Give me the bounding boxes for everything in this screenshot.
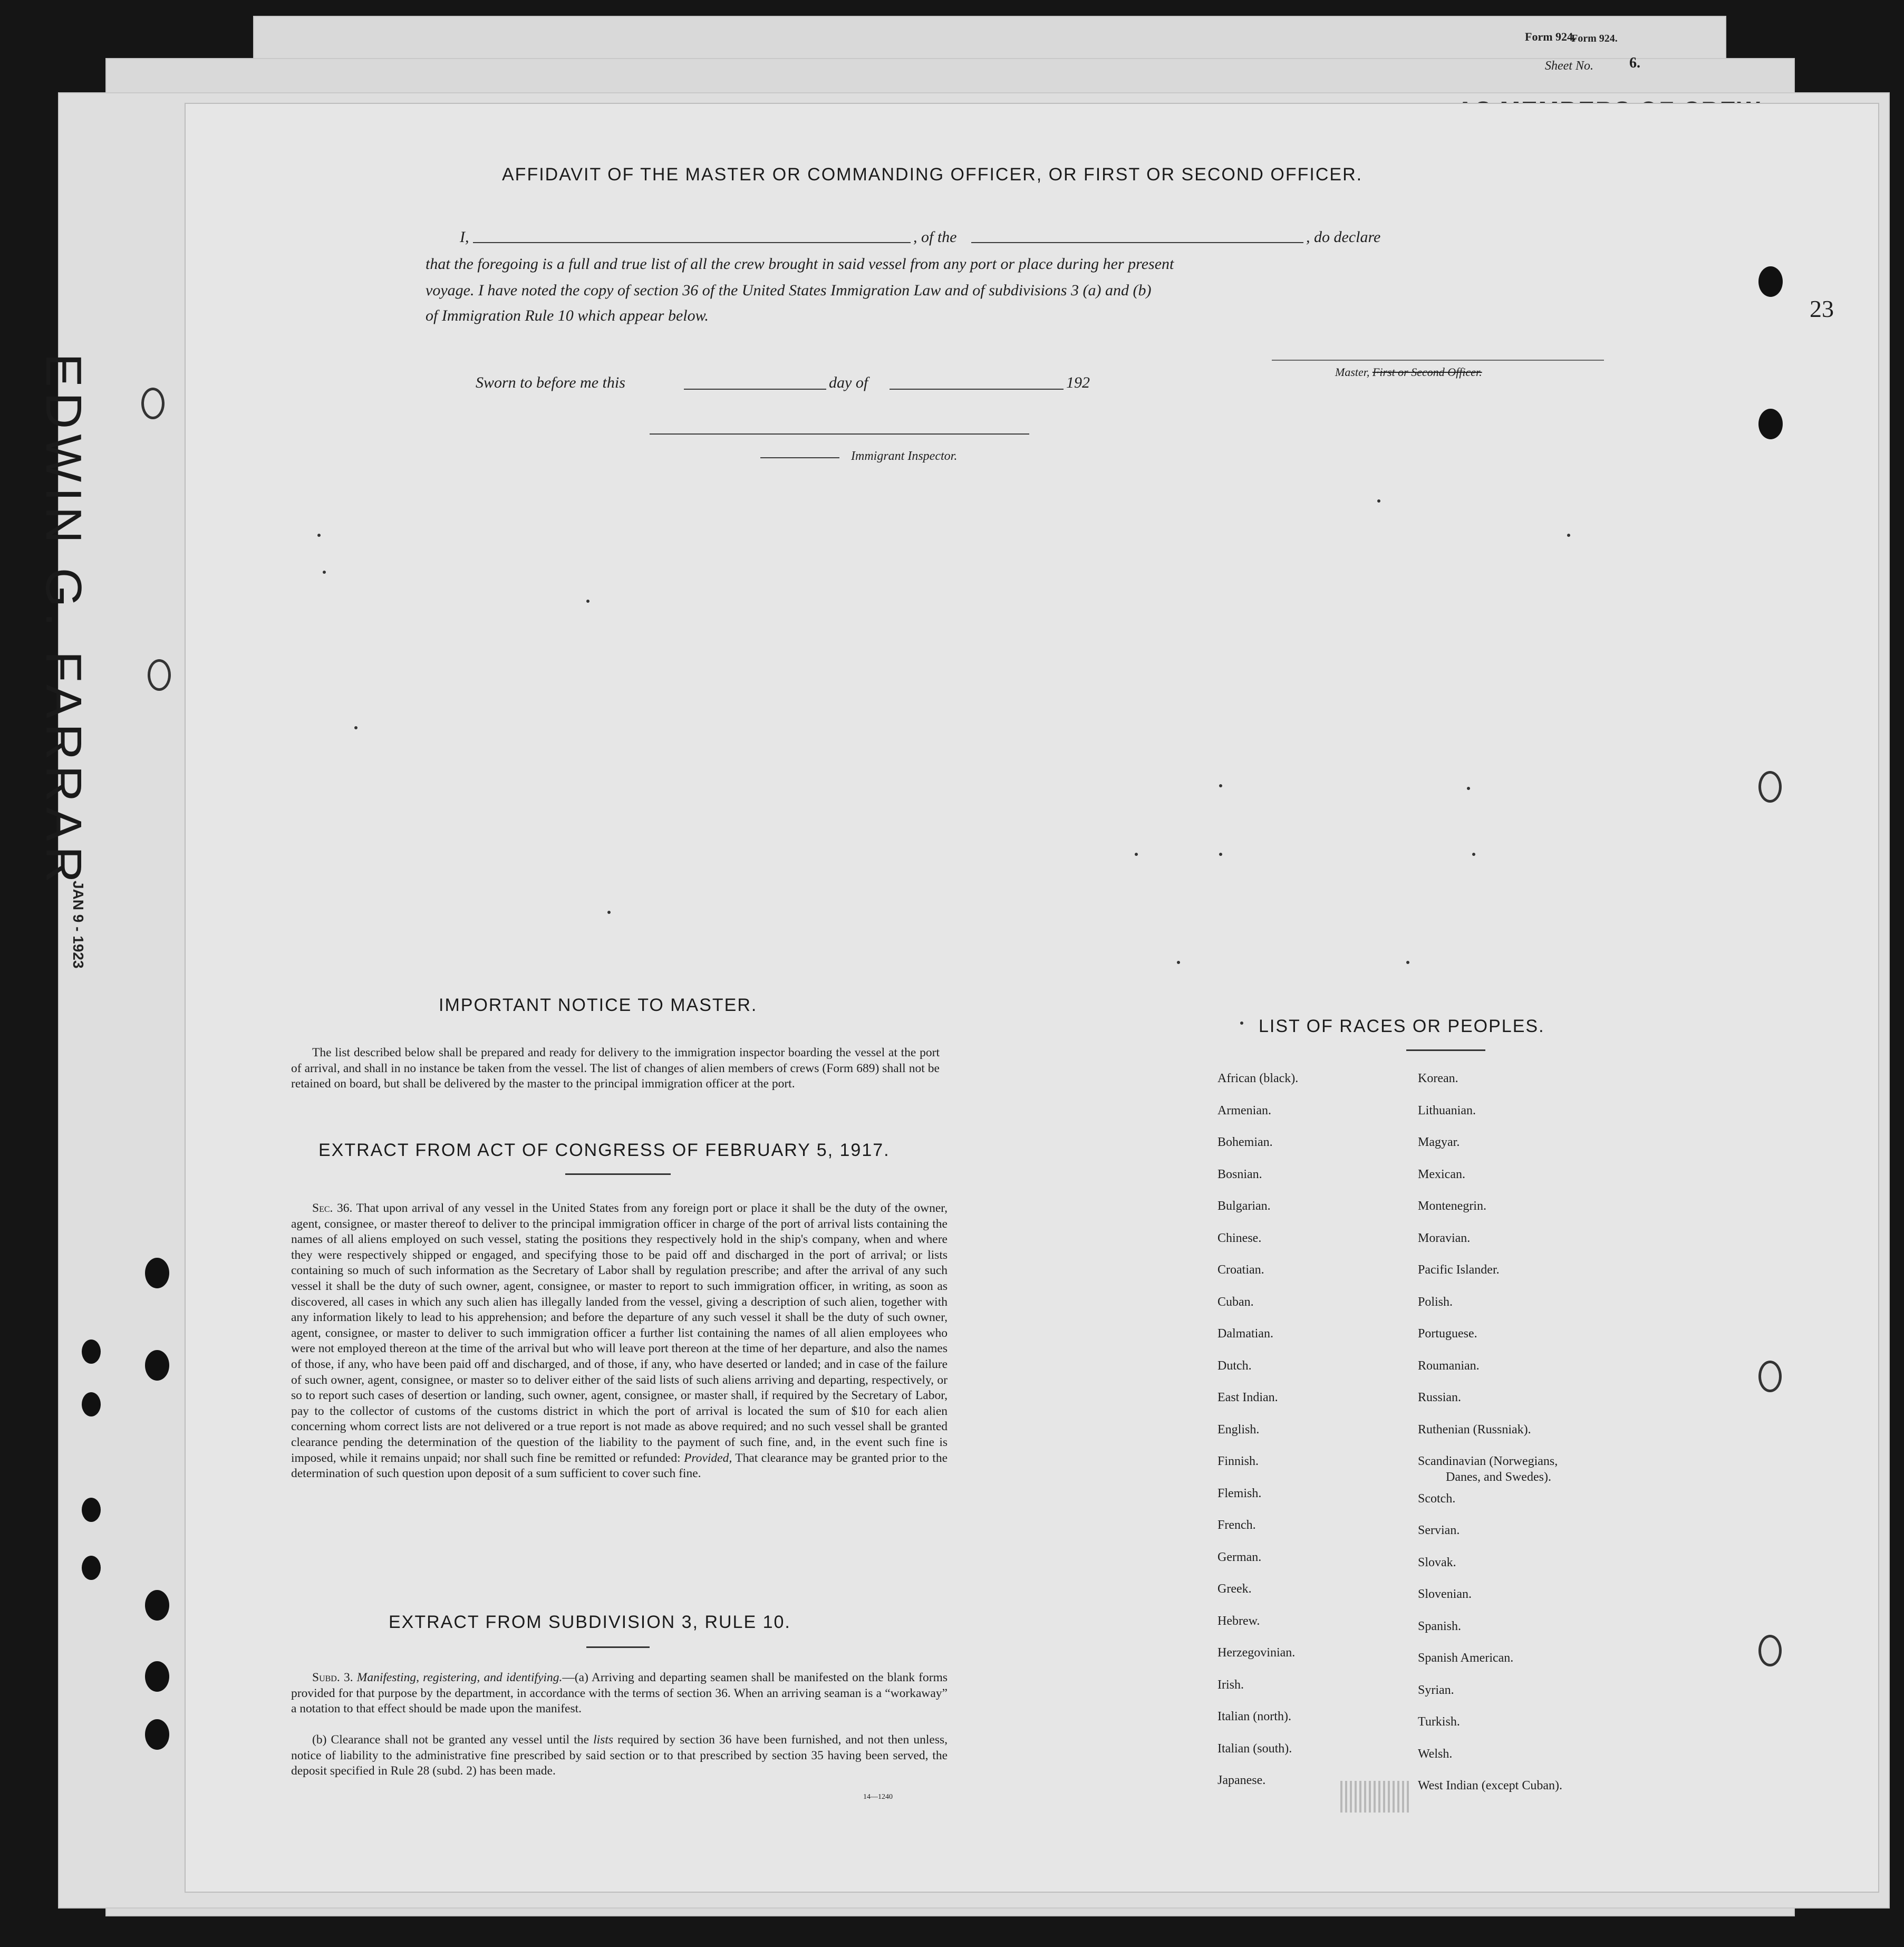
name-blank (473, 242, 911, 243)
inspector-short-rule (760, 457, 839, 458)
act-provided-text: That clearance may be granted prior to the determination of such question upon deposit of a sum sufficient to cover such fine. (291, 1451, 948, 1481)
race-item-right: Scandinavian (Norwegians, (1418, 1454, 1558, 1468)
act-title-rule (565, 1173, 671, 1175)
race-item-left: East Indian. (1217, 1391, 1278, 1404)
race-item-left: Hebrew. (1217, 1614, 1260, 1628)
notice-title: IMPORTANT NOTICE TO MASTER. (439, 995, 758, 1015)
race-item-left: Croatian. (1217, 1263, 1264, 1277)
vessel-blank (971, 242, 1303, 243)
sworn-month-blank (890, 389, 1064, 390)
race-item-right: Moravian. (1418, 1231, 1471, 1245)
rule-subd-label: Subd. 3. (312, 1671, 353, 1684)
race-item-right: Roumanian. (1418, 1358, 1480, 1373)
bleed-dot (607, 911, 611, 914)
race-item-right: Scotch. (1418, 1491, 1456, 1506)
race-item-right: Montenegrin. (1418, 1199, 1486, 1213)
race-item-right: Welsh. (1418, 1747, 1453, 1761)
bleed-dot (1135, 853, 1138, 856)
affidavit-page (185, 103, 1879, 1893)
affidavit-i-label: I, (460, 228, 469, 246)
punch-hole (145, 1719, 169, 1750)
race-item-left: French. (1217, 1518, 1256, 1532)
race-item-left: Bosnian. (1217, 1167, 1262, 1181)
print-code: 14—1240 (863, 1793, 893, 1801)
bleed-dot (1467, 787, 1470, 790)
race-item-left: African (black). (1217, 1072, 1299, 1085)
of-the-label: , of the (913, 228, 957, 246)
bleed-dot (1567, 534, 1570, 537)
inspector-label: Immigrant Inspector. (851, 449, 958, 463)
race-item-left: Greek. (1217, 1582, 1252, 1596)
side-name-text: EDWIN G. FARRAR (35, 353, 92, 889)
affidavit-line-2: that the foregoing is a full and true list of all the crew brought in said vessel from any port or place during her present (426, 255, 1174, 273)
race-item-right: Spanish. (1418, 1619, 1462, 1633)
race-item-left: English. (1217, 1422, 1260, 1437)
race-item-left: Cuban. (1217, 1295, 1254, 1309)
punch-hole (145, 1590, 169, 1621)
sheet-number-value: 6. (1629, 55, 1640, 71)
race-item-right: Syrian. (1418, 1683, 1454, 1697)
race-item-right: Servian. (1418, 1524, 1460, 1537)
bleed-dot (317, 534, 321, 537)
bleed-dot (586, 600, 589, 603)
corner-number: 23 (1810, 295, 1834, 322)
rule-extract-title: EXTRACT FROM SUBDIVISION 3, RULE 10. (389, 1612, 791, 1632)
punch-hole (82, 1556, 101, 1580)
master-label: Master, First or Second Officer. (1335, 365, 1482, 379)
affidavit-line-3: voyage. I have noted the copy of section 36 of the United States Immigration Law and of subdivisions 3 (a) and (b) (426, 282, 1152, 299)
bleed-dot (1472, 853, 1475, 856)
act-section-label: Sec. 36. (312, 1201, 353, 1215)
race-item-left: Flemish. (1217, 1486, 1262, 1500)
race-item-right: Spanish American. (1418, 1651, 1514, 1665)
race-item-right: Mexican. (1418, 1167, 1465, 1181)
inspector-signature-blank (650, 433, 1029, 435)
punch-hole (82, 1498, 101, 1522)
form-number: Form 924. (1525, 30, 1576, 43)
bleed-dot (1219, 784, 1222, 787)
act-provided-label: Provided, (684, 1451, 732, 1465)
race-item-left: Dutch. (1217, 1358, 1252, 1373)
race-item-right: Ruthenian (Russniak). (1418, 1422, 1531, 1437)
race-item-right: Turkish. (1418, 1715, 1460, 1729)
sworn-label: Sworn to before me this (476, 374, 625, 391)
race-item-left: Japanese. (1217, 1773, 1266, 1787)
punch-hole (82, 1339, 101, 1364)
race-item-left: Bulgarian. (1217, 1199, 1271, 1213)
bleed-dot (323, 571, 326, 574)
sheet-number-label: Sheet No. (1545, 59, 1593, 73)
affidavit-title: AFFIDAVIT OF THE MASTER OR COMMANDING OFFICER, OR FIRST OR SECOND OFFICER. (502, 165, 1363, 185)
race-item-left: Italian (south). (1217, 1741, 1292, 1756)
race-item-left: Dalmatian. (1217, 1327, 1273, 1341)
race-item-left: German. (1217, 1550, 1262, 1564)
declare-label: , do declare (1306, 228, 1381, 246)
race-item-right: Korean. (1418, 1072, 1458, 1085)
punch-hole (145, 1350, 169, 1381)
race-item-right: Slovenian. (1418, 1587, 1472, 1601)
act-extract-title: EXTRACT FROM ACT OF CONGRESS OF FEBRUARY 5, 1917. (318, 1140, 890, 1160)
race-item-left: Bohemian. (1217, 1135, 1273, 1149)
race-item-right: Polish. (1418, 1295, 1453, 1309)
year-prefix: 192 (1066, 374, 1090, 391)
race-item-left: Chinese. (1217, 1231, 1262, 1245)
punch-hole (148, 659, 171, 691)
race-item-right: Portuguese. (1418, 1327, 1477, 1341)
bleed-dot (1240, 1021, 1243, 1025)
punch-hole (1758, 1361, 1782, 1392)
race-item-right: Russian. (1418, 1391, 1462, 1404)
race-item-left: Armenian. (1217, 1103, 1271, 1117)
punch-hole (141, 388, 165, 419)
bleed-dot (354, 726, 357, 729)
struck-officer-label: First or Second Officer. (1372, 365, 1482, 379)
notice-text: The list described below shall be prepared and ready for delivery to the immigration inspector boarding the vessel at the port of arrival, and shall in no instance be taken from the vessel. The list of changes of alien members of crews (Form 689) shall not be retained on board, but shall be delivered by the master to the principal immigration officer at the port. (291, 1046, 940, 1091)
race-item-right: West Indian (except Cuban). (1418, 1779, 1562, 1792)
punch-hole (145, 1258, 169, 1288)
race-item-right: Lithuanian. (1418, 1103, 1476, 1117)
bleed-dot (1377, 499, 1380, 503)
bleed-dot (1406, 961, 1409, 964)
bleed-dot (1219, 853, 1222, 856)
race-item-right: Pacific Islander. (1418, 1263, 1500, 1277)
act-extract-text (291, 1201, 948, 1482)
rule-para-a-text: —(a) Arriving and departing seamen shall be manifested on the blank forms provided for that purpose by the department, in accordance with the terms of section 36. When an arriving seaman is a “workaway” a notation to that effect should be made upon the manifest. (291, 1671, 948, 1716)
rule-extract-para-b: (b) Clearance shall not be granted any vessel until the lists required by section 36 have been furnished, and not then unless, notice of liability to the administrative fine prescribed by said section or to that prescribed by section 35 having been served, the deposit specified in Rule 28 (subd. 2) has been made. (291, 1733, 948, 1778)
sworn-day-blank (684, 389, 826, 390)
rule-title-rule (586, 1646, 650, 1648)
rule-extract-para-a (291, 1670, 948, 1717)
race-item-right: Danes, and Swedes). (1446, 1470, 1551, 1484)
form-number-label: Form 924. (1571, 33, 1618, 44)
punch-hole (1758, 771, 1782, 803)
races-title: LIST OF RACES OR PEOPLES. (1259, 1016, 1545, 1036)
faint-stamp (1340, 1781, 1409, 1813)
punch-hole (1758, 1635, 1782, 1666)
punch-hole (1758, 266, 1783, 297)
bleed-dot (1177, 961, 1180, 964)
affidavit-line-4: of Immigration Rule 10 which appear below. (426, 307, 709, 324)
race-item-left: Irish. (1217, 1678, 1244, 1692)
race-item-left: Italian (north). (1217, 1710, 1291, 1723)
act-section-body: That upon arrival of any vessel in the United States from any foreign port or place it shall be the duty of the owner, agent, consignee, or master thereof to deliver to the principal immigration officer in charge of the port of arrival lists containing the names of all aliens employed on such vessel, stating the positions they respectively hold in the ship's company, when and where they were respectively shipped or engaged, and specifying those to be paid off and discharged in the port of arrival; or lists containing so much of such information as the Secretary of Labor shall by regulation prescribe; and after the arrival of any such vessel it shall be the duty of such owner, agent, consignee, or master to report to such immigration officer, in writing, as soon as discovered, all cases in which any such alien has illegally landed from the vessel, giving a description of such alien, together with any information likely to lead to his apprehension; and before the departure of any such vessel it shall be the duty of such owner, agent, consignee, or master to deliver to such immigration officer a further list containing the names of all alien employees who were not employed thereon at the time of the arrival but who will leave port thereon at the time of her departure, and also the names of those, if any, who have been paid off and discharged, and of those, if any, who have deserted or landed; and in case of the failure of such owner, agent, consignee, or master so to deliver either of the said lists of such aliens arriving and departing, respectively, or so to report such cases of desertion or landing, such owner, agent, consignee, or master shall, if required by the Secretary of Labor, pay to the collector of customs of the customs district in which the port of arrival is located the sum of $10 for each alien concerning whom correct lists are not delivered or a true report is not made as above required; and no such vessel shall be granted clearance pending the determination of the question of the liability to the payment of such fine, and, in the event such fine is imposed, while it remains unpaid; nor shall such fine be remitted or refunded: (291, 1201, 948, 1465)
races-title-rule (1406, 1049, 1485, 1051)
punch-hole (145, 1661, 169, 1692)
race-item-right: Slovak. (1418, 1555, 1456, 1569)
punch-hole (1758, 409, 1783, 439)
punch-hole (82, 1392, 101, 1416)
master-signature-blank (1272, 360, 1604, 361)
race-item-left: Finnish. (1217, 1454, 1259, 1468)
rule-subd-heading: Manifesting, registering, and identifying. (356, 1671, 563, 1684)
race-item-right: Magyar. (1418, 1135, 1460, 1149)
race-item-left: Herzegovinian. (1217, 1646, 1296, 1660)
day-of-label: day of (829, 374, 868, 391)
